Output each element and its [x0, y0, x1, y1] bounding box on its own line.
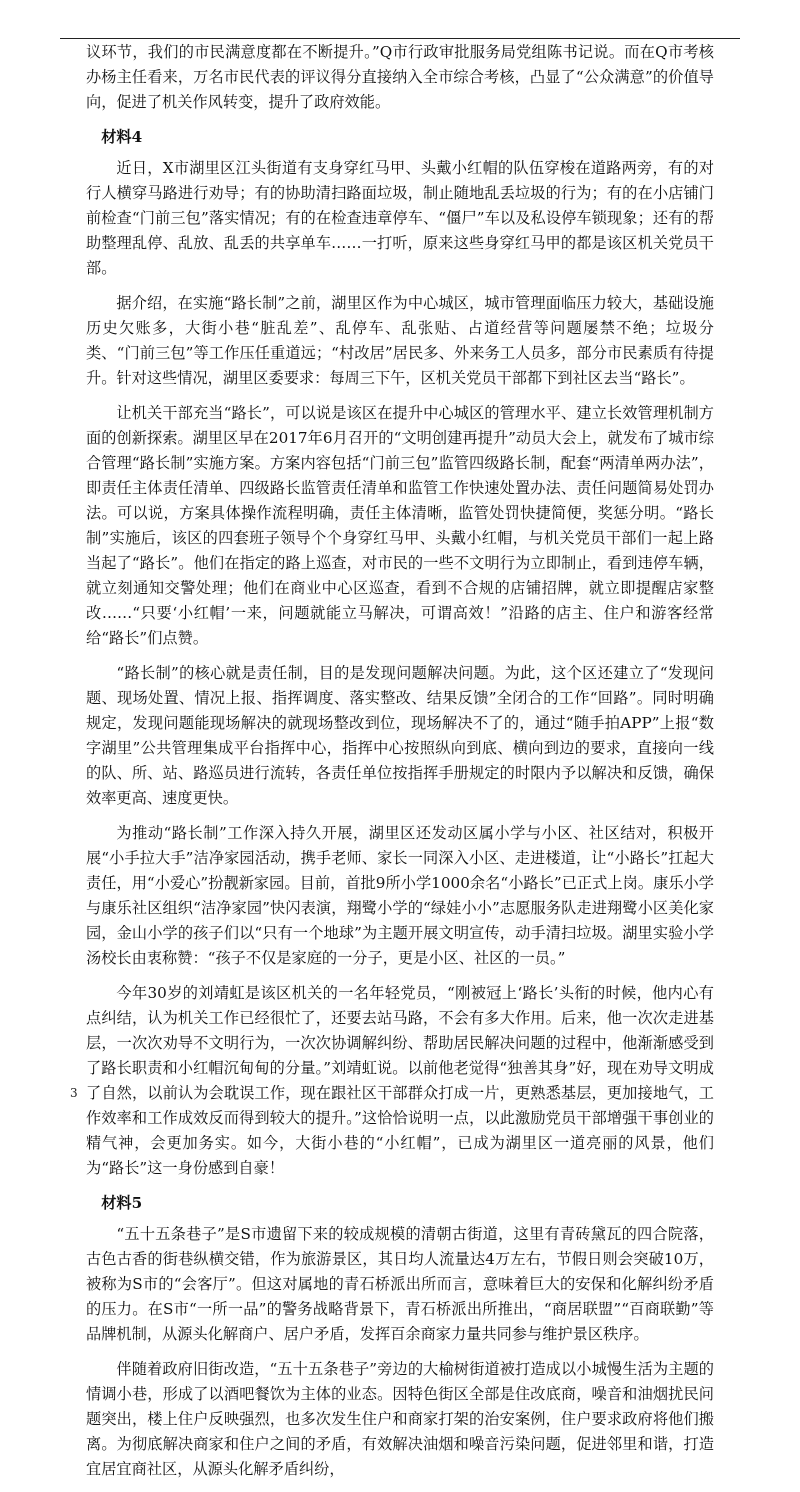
document-body [86, 40, 714, 1492]
header-rule [60, 38, 740, 39]
section-heading-material-4: 材料4 [101, 128, 143, 146]
paragraph-continued: 议环节，我们的市民满意度都在不断提升。”Q市行政审批服务局党组陈书记说。而在Q市考核办杨主任看来，万名市民代表的评议得分直接纳入全市综合考核，凸显了“公众满意”的价值导向，促进了机关作风转变，提升了政府效能。 [86, 43, 714, 111]
page-number: 3 [70, 1086, 78, 1100]
paragraph: 据介绍，在实施“路长制”之前，湖里区作为中心城区，城市管理面临压力较大，基础设施历史欠账多，大街小巷“脏乱差”、乱停车、乱张贴、占道经营等问题屡禁不绝；垃圾分类、“门前三包”等工作压任重道远；“村改居”居民多、外来务工人员多，部分市民素质有待提升。针对这些情况，湖里区委要求：每周三下午，区机关党员干部都下到社区去当“路长”。 [86, 294, 714, 387]
paragraph: 为推动“路长制”工作深入持久开展，湖里区还发动区属小学与小区、社区结对，积极开展“小手拉大手”洁净家园活动，携手老师、家长一同深入小区、走进楼道，让“小路长”扛起大责任，用“小爱心”扮靓新家园。目前，首批9所小学1000余名“小路长”已正式上岗。康乐小学与康乐社区组织“洁净家园”快闪表演，翔鹭小学的“绿娃小小”志愿服务队走进翔鹭小区美化家园，金山小学的孩子们以“只有一个地球”为主题开展文明宣传，动手清扫垃圾。湖里实验小学汤校长由衷称赞：“孩子不仅是家庭的一分子，更是小区、社区的一员。” [86, 824, 714, 967]
paragraph: “路长制”的核心就是责任制，目的是发现问题解决问题。为此，这个区还建立了“发现问题、现场处置、情况上报、指挥调度、落实整改、结果反馈”全闭合的工作“回路”。同时明确规定，发现问题能现场解决的就现场整改到位，现场解决不了的，通过“随手拍APP”上报“数字湖里”公共管理集成平台指挥中心，指挥中心按照纵向到底、横向到边的要求，直接向一线的队、所、站、路巡员进行流转，各责任单位按指挥手册规定的时限内予以解决和反馈，确保效率更高、速度更快。 [86, 664, 714, 807]
section-heading-material-5: 材料5 [101, 1194, 143, 1212]
paragraph: “五十五条巷子”是S市遗留下来的较成规模的清朝古街道，这里有青砖黛瓦的四合院落，古色古香的街巷纵横交错，作为旅游景区，其日均人流量达4万左右，节假日则会突破10万，被称为S市的“会客厅”。但这对属地的青石桥派出所而言，意味着巨大的安保和化解纠纷矛盾的压力。在S市“一所一品”的警务战略背景下，青石桥派出所推出，“商居联盟”“百商联勤”等品牌机制，从源头化解商户、居户矛盾，发挥百余商家力量共同参与维护景区秩序。 [86, 1225, 714, 1343]
paragraph: 近日，X市湖里区江头街道有支身穿红马甲、头戴小红帽的队伍穿梭在道路两旁，有的对行人横穿马路进行劝导；有的协助清扫路面垃圾，制止随地乱丢垃圾的行为；有的在小店铺门前检查“门前三包”落实情况；有的在检查违章停车、“僵尸”车以及私设停车锁现象；还有的帮助整理乱停、乱放、乱丢的共享单车……一打听，原来这些身穿红马甲的都是该区机关党员干部。 [86, 159, 714, 277]
paragraph: 让机关干部充当“路长”，可以说是该区在提升中心城区的管理水平、建立长效管理机制方面的创新探索。湖里区早在2017年6月召开的“文明创建再提升”动员大会上，就发布了城市综合管理“路长制”实施方案。方案内容包括“门前三包”监管四级路长制，配套“两清单两办法”，即责任主体责任清单、四级路长监管责任清单和监管工作快速处置办法、责任问题简易处罚办法。可以说，方案具体操作流程明确，责任主体清晰，监管处罚快捷简便，奖惩分明。“路长制”实施后，该区的四套班子领导个个身穿红马甲、头戴小红帽，与机关党员干部们一起上路当起了“路长”。他们在指定的路上巡查，对市民的一些不文明行为立即制止，看到违停车辆，就立刻通知交警处理；他们在商业中心区巡查，看到不合规的店铺招牌，就立即提醒店家整改……“只要‘小红帽’一来，问题就能立马解决，可谓高效！”沿路的店主、住户和游客经常给“路长”们点赞。 [86, 404, 714, 647]
paragraph: 今年30岁的刘靖虹是该区机关的一名年轻党员，“刚被冠上‘路长’头衔的时候，他内心有点纠结，认为机关工作已经很忙了，还要去站马路，不会有多大作用。后来，他一次次走进基层，一次次劝导不文明行为，一次次协调解纠纷、帮助居民解决问题的过程中，他渐渐感受到了路长职责和小红帽沉甸甸的分量。”刘靖虹说。以前他老觉得“独善其身”好，现在劝导文明成了自然，以前认为会耽误工作，现在跟社区干部群众打成一片，更熟悉基层，更加接地气，工作效率和工作成效反而得到较大的提升。”这恰恰说明一点，以此激励党员干部增强干事创业的精气神，会更加务实。如今，大街小巷的“小红帽”，已成为湖里区一道亮丽的风景，他们为“路长”这一身份感到自豪！ [86, 984, 714, 1177]
paragraph: 伴随着政府旧街改造，“五十五条巷子”旁边的大榆树街道被打造成以小城慢生活为主题的情调小巷，形成了以酒吧餐饮为主体的业态。因特色街区全部是住改底商，噪音和油烟扰民问题突出，楼上住户反映强烈，也多次发生住户和商家打架的治安案例，住户要求政府将他们搬离。为彻底解决商家和住户之间的矛盾，有效解决油烟和噪音污染问题，促进邻里和谐，打造宜居宜商社区，从源头化解矛盾纠纷， [86, 1360, 714, 1478]
